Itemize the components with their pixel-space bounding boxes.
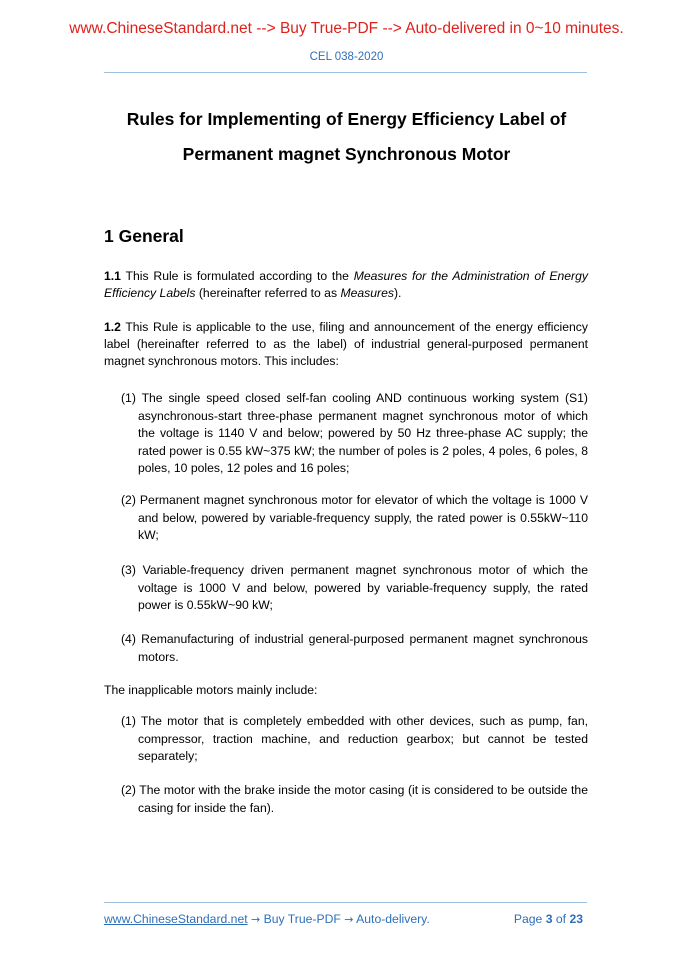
page-total: 23: [569, 912, 583, 926]
clause-1-1: [104, 268, 588, 302]
page-label: Page: [513, 912, 543, 926]
applicable-item-2: (2) Permanent magnet synchronous motor for elevator of which the voltage is 1000 V and below, powered by variable-frequency supply, the rated power is 0.55kW~110 kW;: [121, 493, 588, 542]
applicable-item-1: (1) The single speed closed self-fan cooling AND continuous working system (S1) asynchronous-start three-phase permanent magnet synchronous motor of which the voltage is 1140 V and below; powered by 50 Hz three-phase AC supply; the rated power is 0.55 kW~375 kW; the number of poles is 2 poles, 4 poles, 6 poles, 8 poles, 10 poles, 12 poles and 16 poles;: [121, 391, 588, 475]
title-line-2: Permanent magnet Synchronous Motor: [182, 144, 511, 164]
clause-italic-title: Measures for the Administration of Energy Efficiency Labels: [104, 269, 588, 300]
clause-text: ).: [393, 286, 402, 300]
footer-site-link[interactable]: www.ChineseStandard.net: [104, 912, 248, 926]
page-current: 3: [545, 912, 553, 926]
document-number: CEL 038-2020: [309, 51, 384, 63]
page-indicator: [514, 912, 583, 926]
applicable-item-4: (4) Remanufacturing of industrial general-purposed permanent magnet synchronous motors.: [121, 632, 588, 664]
top-banner-link[interactable]: www.ChineseStandard.net --> Buy True-PDF --> Auto-delivered in 0~10 minutes.: [69, 20, 624, 37]
footer-delivery-text: Auto-delivery.: [353, 912, 430, 926]
arrow-icon: →: [344, 913, 354, 926]
section-heading-general: 1 General: [104, 226, 184, 246]
arrow-icon: →: [251, 913, 261, 926]
footer-divider: [104, 902, 587, 903]
clause-text: This Rule is formulated according to the: [120, 269, 354, 283]
clause-number: 1.2: [104, 320, 121, 334]
document-title: [60, 102, 633, 172]
title-line-1: Rules for Implementing of Energy Efficiency Label of: [126, 109, 567, 129]
inapplicable-intro: The inapplicable motors mainly include:: [104, 683, 318, 697]
clause-number: 1.1: [104, 269, 121, 283]
page-footer: [104, 912, 587, 926]
inapplicable-item-2: (2) The motor with the brake inside the motor casing (it is considered to be outside the casing for inside the fan).: [121, 783, 588, 815]
inapplicable-item-1: (1) The motor that is completely embedded with other devices, such as pump, fan, compressor, traction machine, and reduction gearbox; but cannot be tested separately;: [121, 714, 588, 763]
clause-text: (hereinafter referred to as: [195, 286, 341, 300]
page-of: of: [555, 912, 567, 926]
clause-text: This Rule is applicable to the use, filing and announcement of the energy efficiency label (hereinafter referred to as the label) of industrial general-purposed permanent magnet synchronous motors. This includes:: [104, 320, 588, 368]
clause-italic-short: Measures: [340, 286, 394, 300]
applicable-item-3: (3) Variable-frequency driven permanent magnet synchronous motor of which the voltage is 1000 V and below, powered by variable-frequency supply, the rated power is 0.55kW~90 kW;: [121, 563, 588, 612]
footer-buy-text[interactable]: Buy True-PDF: [260, 912, 345, 926]
header-divider: [104, 72, 587, 73]
clause-1-2: [104, 319, 588, 370]
